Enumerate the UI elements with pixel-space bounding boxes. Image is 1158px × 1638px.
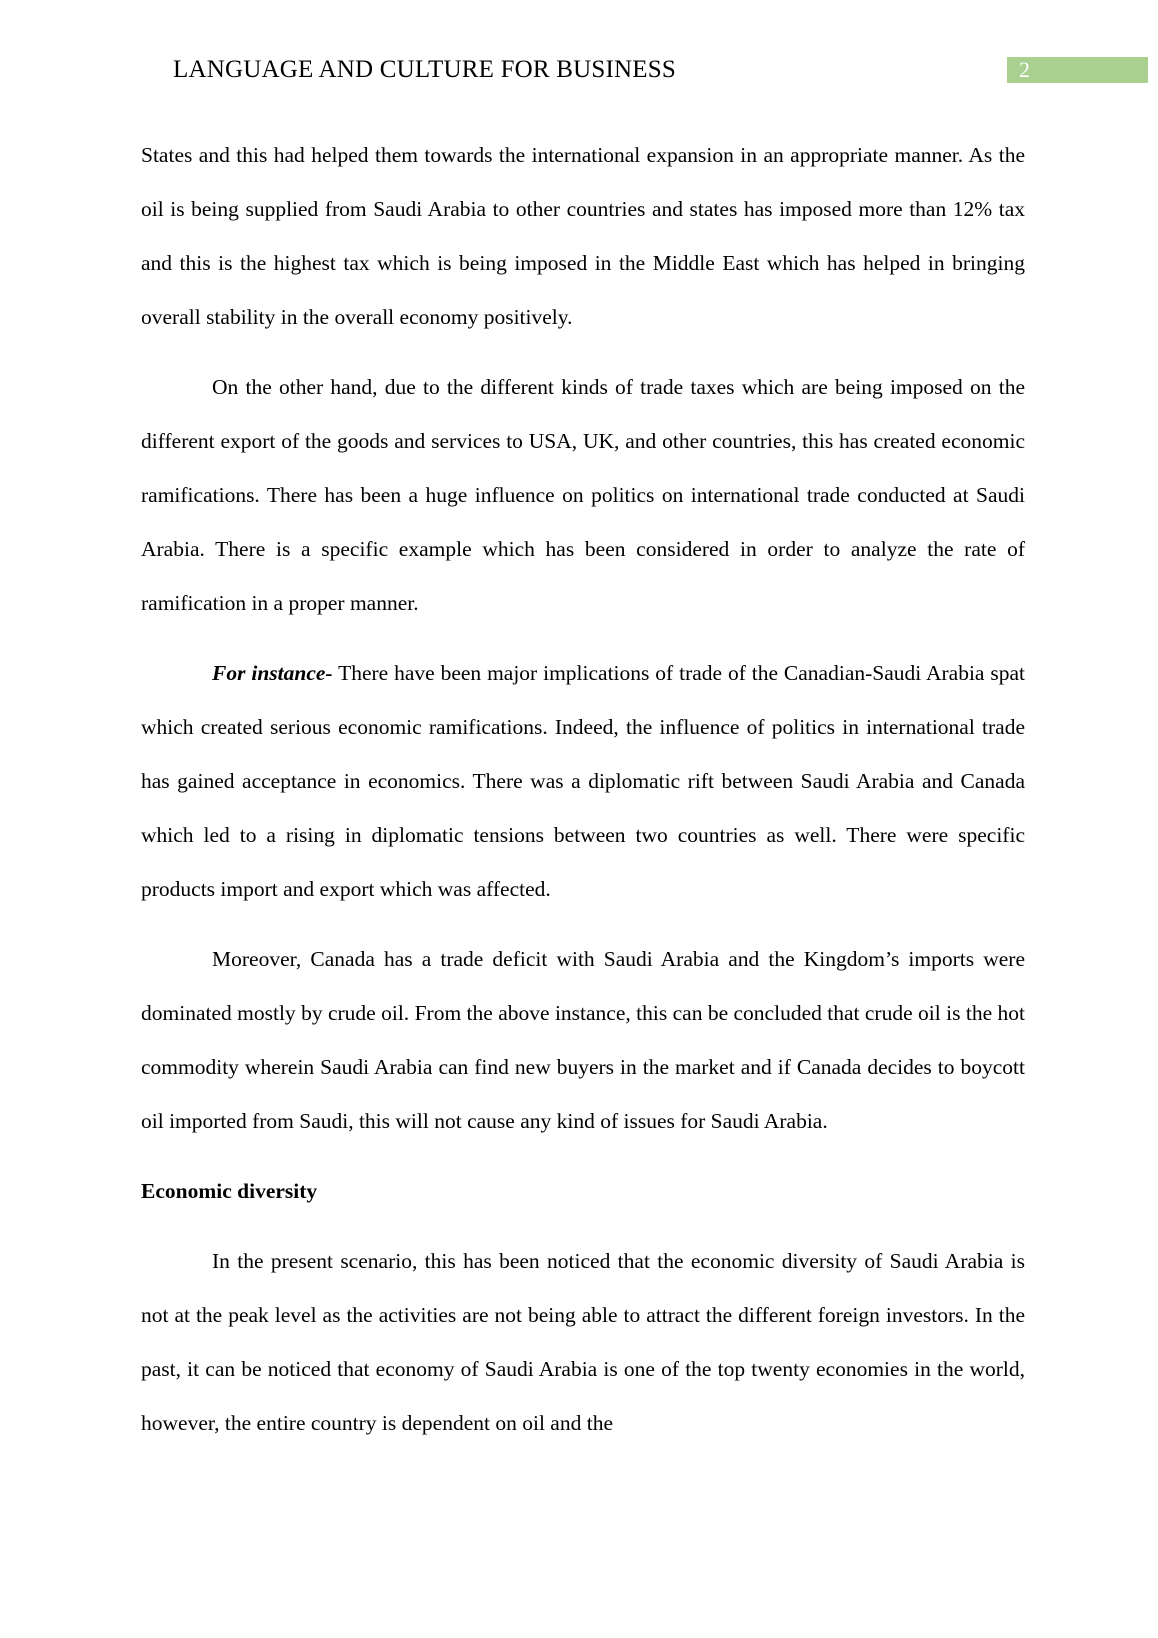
running-head-title: LANGUAGE AND CULTURE FOR BUSINESS: [173, 56, 676, 83]
section-heading: Economic diversity: [141, 1179, 318, 1203]
emphasis-lead: For instance-: [212, 661, 333, 685]
document-body: [141, 128, 1025, 1466]
paragraph-continuation: States and this had helped them towards the international expansion in an appropriate manner. As the oil is being supplied from Saudi Arabia to other countries and states has imposed more than 12% tax and this is the highest tax which is being imposed in the Middle East which has helped in bringing overall stability in the overall economy positively.: [141, 143, 1025, 329]
paragraph-present-scenario: In the present scenario, this has been noticed that the economic diversity of Saudi Arabia is not at the peak level as the activities are not being able to attract the different foreign investors. In the past, it can be noticed that economy of Saudi Arabia is one of the top twenty economies in the world, however, the entire country is dependent on oil and the: [141, 1249, 1025, 1435]
paragraph-other-hand: On the other hand, due to the different kinds of trade taxes which are being imposed on the different export of the goods and services to USA, UK, and other countries, this has created economic ramifications. There has been a huge influence on politics on international trade conducted at Saudi Arabia. There is a specific example which has been considered in order to analyze the rate of ramification in a proper manner.: [141, 375, 1025, 615]
paragraph-for-instance: [141, 646, 1025, 916]
paragraph-for-instance-text: There have been major implications of trade of the Canadian-Saudi Arabia spat which created serious economic ramifications. Indeed, the influence of politics in international trade has gained acceptance in economics. There was a diplomatic rift between Saudi Arabia and Canada which led to a rising in diplomatic tensions between two countries as well. There were specific products import and export which was affected.: [141, 661, 1025, 901]
paragraph-moreover: Moreover, Canada has a trade deficit with Saudi Arabia and the Kingdom’s imports were dominated mostly by crude oil. From the above instance, this can be concluded that crude oil is the hot commodity wherein Saudi Arabia can find new buyers in the market and if Canada decides to boycott oil imported from Saudi, this will not cause any kind of issues for Saudi Arabia.: [141, 947, 1025, 1133]
page-number: 2: [1019, 57, 1030, 82]
